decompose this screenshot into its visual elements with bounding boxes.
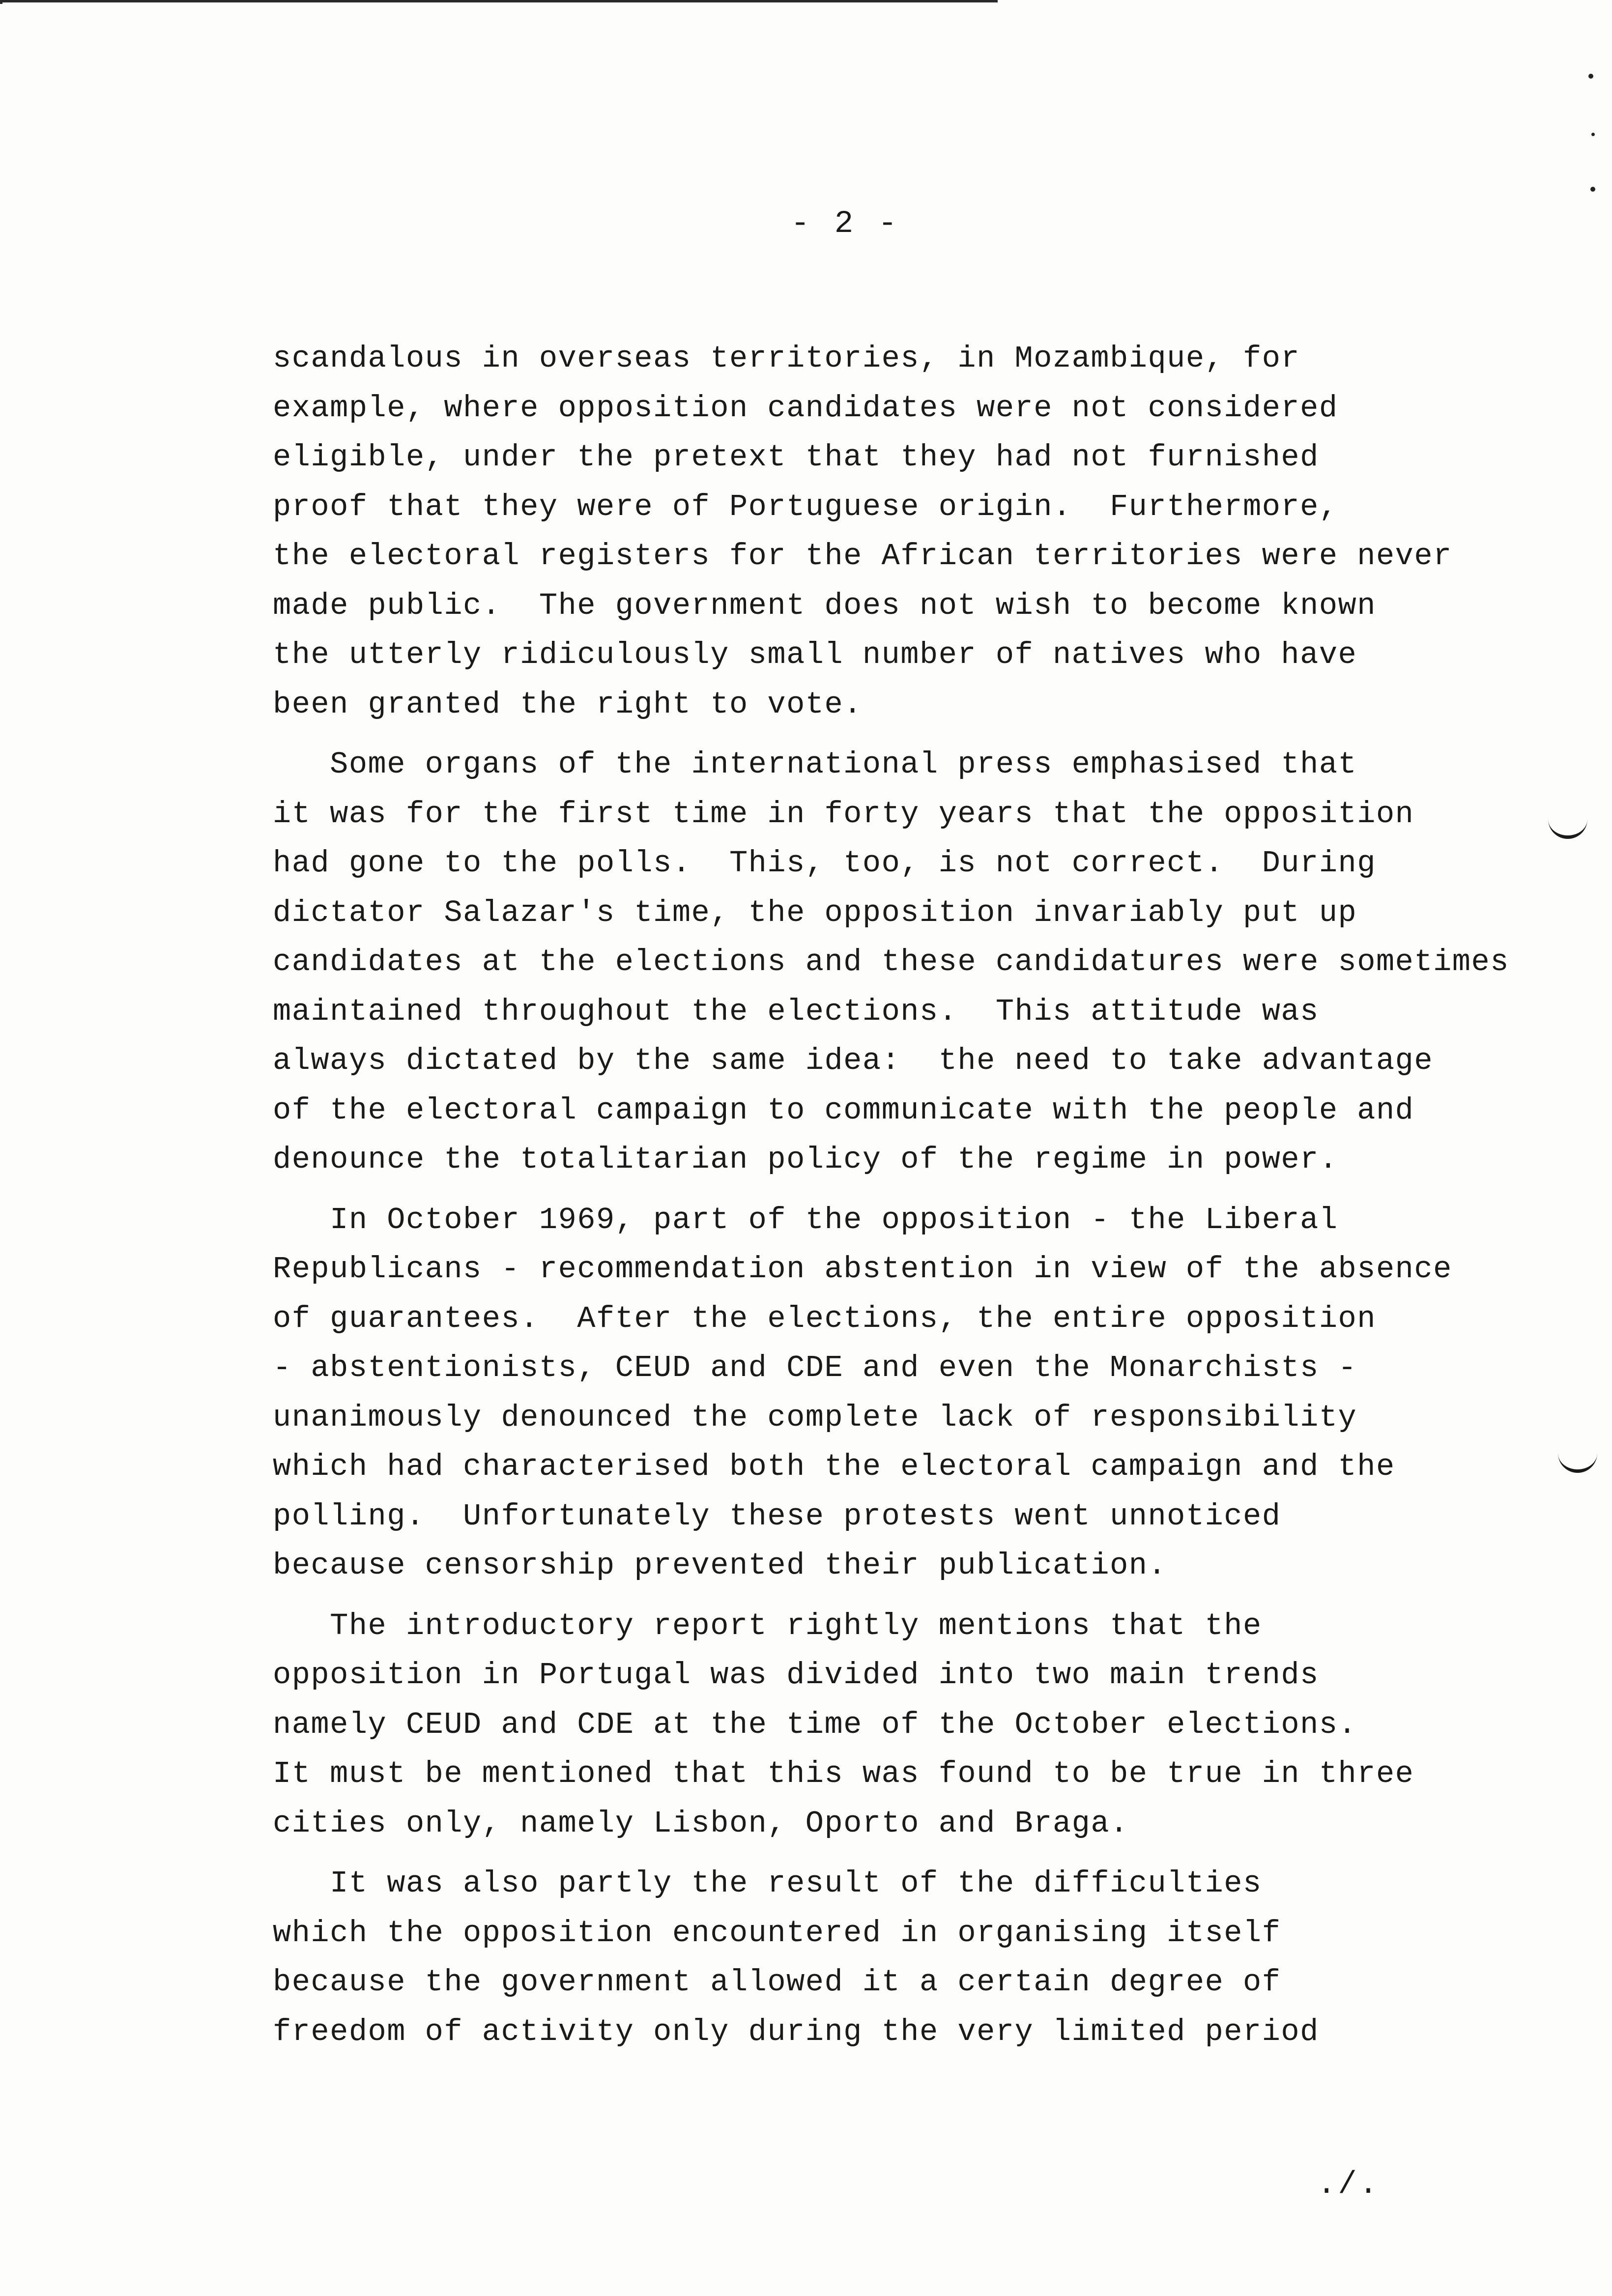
text-line: made public. The government does not wish to become known xyxy=(273,588,1376,623)
paragraph xyxy=(273,740,1531,1185)
paragraph xyxy=(273,1196,1531,1591)
text-line: because the government allowed it a certain degree of xyxy=(273,1965,1281,2000)
text-line: it was for the first time in forty years that the opposition xyxy=(273,796,1414,832)
text-line: polling. Unfortunately these protests went unnoticed xyxy=(273,1498,1281,1534)
text-line: It was also partly the result of the difficulties xyxy=(273,1866,1262,1901)
text-line: of guarantees. After the elections, the entire opposition xyxy=(273,1301,1376,1336)
top-border-line xyxy=(0,0,998,4)
continuation-mark: ./. xyxy=(1317,2167,1380,2203)
text-line: scandalous in overseas territories, in Mozambique, for xyxy=(273,341,1300,376)
text-line: because censorship prevented their publication. xyxy=(273,1548,1167,1583)
text-line: eligible, under the pretext that they had not furnished xyxy=(273,440,1319,475)
text-line: unanimously denounced the complete lack of responsibility xyxy=(273,1400,1357,1435)
text-line: opposition in Portugal was divided into two main trends xyxy=(273,1658,1319,1693)
text-line: example, where opposition candidates were not considered xyxy=(273,390,1338,426)
text-line: cities only, namely Lisbon, Oporto and Braga. xyxy=(273,1806,1129,1841)
text-line: maintained throughout the elections. This attitude was xyxy=(273,994,1319,1029)
text-line: namely CEUD and CDE at the time of the October elections. xyxy=(273,1707,1357,1742)
text-line: In October 1969, part of the opposition - the Liberal xyxy=(273,1202,1338,1237)
text-line: dictator Salazar's time, the opposition invariably put up xyxy=(273,895,1357,930)
margin-dot xyxy=(1591,133,1595,136)
text-line: proof that they were of Portuguese origin. Furthermore, xyxy=(273,489,1338,524)
paragraph xyxy=(273,1859,1531,2057)
paragraph xyxy=(273,1602,1531,1849)
text-line: - abstentionists, CEUD and CDE and even the Monarchists - xyxy=(273,1350,1357,1385)
text-line: the utterly ridiculously small number of natives who have xyxy=(273,637,1357,672)
margin-check-mark xyxy=(1558,1450,1597,1473)
margin-dot xyxy=(1590,187,1595,192)
text-line: been granted the right to vote. xyxy=(273,687,863,722)
margin-dot xyxy=(1588,74,1593,79)
text-line: Republicans - recommendation abstention in view of the absence xyxy=(273,1252,1452,1287)
text-line: had gone to the polls. This, too, is not correct. During xyxy=(273,846,1376,881)
text-line: The introductory report rightly mentions that the xyxy=(273,1608,1262,1643)
text-line: candidates at the elections and these candidatures were sometimes xyxy=(273,945,1509,979)
paragraph xyxy=(273,334,1531,729)
text-line: Some organs of the international press emphasised that xyxy=(273,747,1357,782)
margin-check-mark xyxy=(1548,816,1587,839)
text-line: always dictated by the same idea: the need to take advantage xyxy=(273,1043,1434,1078)
text-line: of the electoral campaign to communicate with the people and xyxy=(273,1092,1414,1128)
text-line: It must be mentioned that this was found to be true in three xyxy=(273,1756,1414,1791)
text-line: denounce the totalitarian policy of the regime in power. xyxy=(273,1142,1338,1177)
document-body xyxy=(273,334,1531,2067)
page-number: - 2 - xyxy=(790,206,900,242)
text-line: which the opposition encountered in organising itself xyxy=(273,1915,1281,1951)
text-line: freedom of activity only during the very limited period xyxy=(273,2014,1319,2049)
text-line: which had characterised both the electoral campaign and the xyxy=(273,1449,1395,1484)
text-line: the electoral registers for the African territories were never xyxy=(273,539,1452,574)
